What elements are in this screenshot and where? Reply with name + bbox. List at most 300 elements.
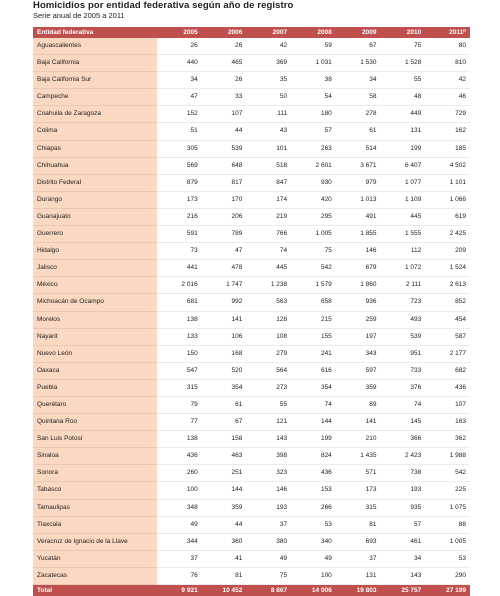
- total-label: Total: [33, 585, 157, 596]
- homicide-count-cell: 493: [381, 311, 426, 328]
- homicide-count-cell: 514: [336, 140, 381, 157]
- homicide-count-cell: 34: [336, 72, 381, 89]
- homicide-count-cell: 273: [246, 379, 291, 396]
- state-name-cell: Distrito Federal: [33, 174, 157, 191]
- homicide-count-cell: 42: [246, 38, 291, 55]
- homicide-count-cell: 59: [291, 38, 336, 55]
- homicide-count-cell: 74: [291, 396, 336, 413]
- table-title: Homicidios por entidad federativa según año de registro: [33, 0, 293, 11]
- table-row: [33, 243, 470, 260]
- homicide-count-cell: 729: [425, 106, 470, 123]
- homicide-count-cell: 81: [202, 567, 247, 584]
- homicide-count-cell: 847: [246, 174, 291, 191]
- table-row: [33, 499, 470, 516]
- homicide-count-cell: 150: [157, 345, 202, 362]
- homicide-count-cell: 1 005: [291, 226, 336, 243]
- homicide-count-cell: 766: [246, 226, 291, 243]
- homicide-count-cell: 46: [425, 89, 470, 106]
- table-row: [33, 157, 470, 174]
- homicide-count-cell: 440: [157, 55, 202, 72]
- homicide-count-cell: 173: [336, 482, 381, 499]
- homicide-count-cell: 76: [157, 567, 202, 584]
- homicide-count-cell: 1 524: [425, 260, 470, 277]
- homicide-count-cell: 323: [246, 465, 291, 482]
- homicide-count-cell: 73: [157, 243, 202, 260]
- homicide-count-cell: 107: [425, 396, 470, 413]
- homicide-count-cell: 380: [246, 533, 291, 550]
- homicide-count-cell: 1 109: [381, 191, 426, 208]
- homicide-count-cell: 879: [157, 174, 202, 191]
- homicide-count-cell: 436: [291, 465, 336, 482]
- table-row: [33, 311, 470, 328]
- column-header: 2005: [157, 27, 202, 38]
- homicide-count-cell: 449: [381, 106, 426, 123]
- state-name-cell: Querétaro: [33, 396, 157, 413]
- table-row: [33, 106, 470, 123]
- homicide-count-cell: 155: [291, 328, 336, 345]
- homicide-count-cell: 518: [246, 157, 291, 174]
- homicide-count-cell: 193: [246, 499, 291, 516]
- homicide-count-cell: 359: [336, 379, 381, 396]
- homicide-count-cell: 38: [291, 72, 336, 89]
- homicide-count-cell: 1 238: [246, 277, 291, 294]
- homicide-count-cell: 146: [336, 243, 381, 260]
- homicide-count-cell: 144: [202, 482, 247, 499]
- table-row: [33, 89, 470, 106]
- table-row: [33, 38, 470, 55]
- homicide-count-cell: 128: [246, 311, 291, 328]
- state-name-cell: México: [33, 277, 157, 294]
- column-header: 2009: [336, 27, 381, 38]
- state-name-cell: Morelos: [33, 311, 157, 328]
- homicide-count-cell: 49: [157, 516, 202, 533]
- homicide-count-cell: 61: [202, 396, 247, 413]
- homicide-count-cell: 57: [291, 123, 336, 140]
- homicide-count-cell: 1 579: [291, 277, 336, 294]
- homicide-count-cell: 180: [291, 106, 336, 123]
- header-row: [33, 27, 470, 38]
- homicide-count-cell: 1 013: [336, 191, 381, 208]
- homicide-count-cell: 682: [425, 362, 470, 379]
- homicide-count-cell: 360: [202, 533, 247, 550]
- column-header: 2007: [246, 27, 291, 38]
- table-row: [33, 260, 470, 277]
- homicide-count-cell: 1 072: [381, 260, 426, 277]
- homicide-count-cell: 61: [336, 123, 381, 140]
- homicide-count-cell: 930: [291, 174, 336, 191]
- homicide-count-cell: 79: [157, 396, 202, 413]
- homicide-count-cell: 80: [425, 38, 470, 55]
- homicide-count-cell: 259: [336, 311, 381, 328]
- column-header: Entidad federativa: [33, 27, 157, 38]
- homicide-count-cell: 266: [291, 499, 336, 516]
- homicide-count-cell: 219: [246, 208, 291, 225]
- state-name-cell: Sonora: [33, 465, 157, 482]
- homicide-count-cell: 992: [202, 294, 247, 311]
- homicide-count-cell: 133: [157, 328, 202, 345]
- homicide-count-cell: 441: [157, 260, 202, 277]
- state-name-cell: Guanajuato: [33, 208, 157, 225]
- table-row: [33, 567, 470, 584]
- table-row: [33, 55, 470, 72]
- homicide-count-cell: 121: [246, 414, 291, 431]
- homicide-count-cell: 2 177: [425, 345, 470, 362]
- column-header: 2008: [291, 27, 336, 38]
- homicide-count-cell: 168: [202, 345, 247, 362]
- homicides-table: [33, 27, 470, 596]
- state-name-cell: Michoacán de Ocampo: [33, 294, 157, 311]
- table-row: [33, 174, 470, 191]
- table-row: [33, 140, 470, 157]
- homicide-count-cell: 681: [157, 294, 202, 311]
- homicide-count-cell: 951: [381, 345, 426, 362]
- state-name-cell: Campeche: [33, 89, 157, 106]
- homicide-count-cell: 251: [202, 465, 247, 482]
- homicide-count-cell: 290: [425, 567, 470, 584]
- table-row: [33, 123, 470, 140]
- homicide-count-cell: 185: [425, 140, 470, 157]
- homicide-count-cell: 1 435: [336, 448, 381, 465]
- homicide-count-cell: 141: [202, 311, 247, 328]
- homicide-count-cell: 43: [246, 123, 291, 140]
- homicide-count-cell: 563: [246, 294, 291, 311]
- column-header: 2010: [381, 27, 426, 38]
- homicide-count-cell: 723: [381, 294, 426, 311]
- homicide-count-cell: 369: [246, 55, 291, 72]
- homicide-count-cell: 112: [381, 243, 426, 260]
- state-name-cell: Chiapas: [33, 140, 157, 157]
- homicide-count-cell: 101: [246, 140, 291, 157]
- homicide-count-cell: 75: [291, 243, 336, 260]
- column-header: 2011ᴾ: [425, 27, 470, 38]
- homicide-count-cell: 100: [291, 567, 336, 584]
- homicide-count-cell: 542: [291, 260, 336, 277]
- homicide-count-cell: 305: [157, 140, 202, 157]
- homicide-count-cell: 354: [291, 379, 336, 396]
- homicide-count-cell: 81: [336, 516, 381, 533]
- total-cell: 25 757: [381, 585, 426, 596]
- homicide-count-cell: 420: [291, 191, 336, 208]
- homicide-count-cell: 210: [336, 431, 381, 448]
- homicide-count-cell: 170: [202, 191, 247, 208]
- homicide-count-cell: 55: [381, 72, 426, 89]
- state-name-cell: Tabasco: [33, 482, 157, 499]
- homicide-count-cell: 260: [157, 465, 202, 482]
- homicide-count-cell: 47: [157, 89, 202, 106]
- homicide-count-cell: 49: [291, 550, 336, 567]
- homicide-count-cell: 1 075: [425, 499, 470, 516]
- homicide-count-cell: 979: [336, 174, 381, 191]
- homicide-count-cell: 789: [202, 226, 247, 243]
- homicide-count-cell: 2 423: [381, 448, 426, 465]
- state-name-cell: San Luis Potosí: [33, 431, 157, 448]
- table-row: [33, 516, 470, 533]
- table-row: [33, 208, 470, 225]
- state-name-cell: Quintana Roo: [33, 414, 157, 431]
- homicide-count-cell: 34: [381, 550, 426, 567]
- homicide-count-cell: 152: [157, 106, 202, 123]
- homicide-count-cell: 53: [291, 516, 336, 533]
- homicide-count-cell: 564: [246, 362, 291, 379]
- homicide-count-cell: 173: [157, 191, 202, 208]
- homicide-count-cell: 2 111: [381, 277, 426, 294]
- homicide-count-cell: 733: [381, 362, 426, 379]
- homicide-count-cell: 215: [291, 311, 336, 328]
- homicide-count-cell: 648: [202, 157, 247, 174]
- homicide-count-cell: 824: [291, 448, 336, 465]
- homicide-count-cell: 4 502: [425, 157, 470, 174]
- table-row: [33, 482, 470, 499]
- homicide-count-cell: 279: [246, 345, 291, 362]
- table-row: [33, 379, 470, 396]
- state-name-cell: Veracruz de Ignacio de la Llave: [33, 533, 157, 550]
- homicide-count-cell: 597: [336, 362, 381, 379]
- state-name-cell: Colima: [33, 123, 157, 140]
- homicide-count-cell: 658: [291, 294, 336, 311]
- homicide-count-cell: 37: [157, 550, 202, 567]
- state-name-cell: Puebla: [33, 379, 157, 396]
- homicide-count-cell: 206: [202, 208, 247, 225]
- homicide-count-cell: 74: [381, 396, 426, 413]
- state-name-cell: Aguascalientes: [33, 38, 157, 55]
- homicide-count-cell: 935: [381, 499, 426, 516]
- homicide-count-cell: 1 101: [425, 174, 470, 191]
- table-row: [33, 277, 470, 294]
- total-row: [33, 585, 470, 596]
- total-cell: 8 867: [246, 585, 291, 596]
- homicide-count-cell: 44: [202, 516, 247, 533]
- state-name-cell: Nayarit: [33, 328, 157, 345]
- homicide-count-cell: 491: [336, 208, 381, 225]
- homicide-count-cell: 48: [381, 89, 426, 106]
- homicide-count-cell: 144: [291, 414, 336, 431]
- table-row: [33, 345, 470, 362]
- homicide-count-cell: 26: [202, 38, 247, 55]
- homicide-count-cell: 591: [157, 226, 202, 243]
- homicide-count-cell: 738: [381, 465, 426, 482]
- homicide-count-cell: 42: [425, 72, 470, 89]
- homicide-count-cell: 679: [336, 260, 381, 277]
- homicide-count-cell: 445: [381, 208, 426, 225]
- homicide-count-cell: 344: [157, 533, 202, 550]
- state-name-cell: Zacatecas: [33, 567, 157, 584]
- homicide-count-cell: 2 601: [291, 157, 336, 174]
- state-name-cell: Baja California Sur: [33, 72, 157, 89]
- homicide-count-cell: 587: [425, 328, 470, 345]
- state-name-cell: Tamaulipas: [33, 499, 157, 516]
- state-name-cell: Yucatán: [33, 550, 157, 567]
- homicide-count-cell: 539: [381, 328, 426, 345]
- homicide-count-cell: 108: [246, 328, 291, 345]
- homicide-count-cell: 153: [291, 482, 336, 499]
- homicide-count-cell: 1 860: [336, 277, 381, 294]
- state-name-cell: Hidalgo: [33, 243, 157, 260]
- homicide-count-cell: 163: [425, 414, 470, 431]
- total-cell: 9 921: [157, 585, 202, 596]
- homicide-count-cell: 463: [202, 448, 247, 465]
- homicide-count-cell: 106: [202, 328, 247, 345]
- table-row: [33, 191, 470, 208]
- homicide-count-cell: 74: [246, 243, 291, 260]
- homicide-count-cell: 936: [336, 294, 381, 311]
- table-row: [33, 72, 470, 89]
- homicide-count-cell: 26: [157, 38, 202, 55]
- homicide-count-cell: 225: [425, 482, 470, 499]
- state-name-cell: Tlaxcala: [33, 516, 157, 533]
- homicide-count-cell: 89: [336, 396, 381, 413]
- homicide-count-cell: 143: [246, 431, 291, 448]
- homicide-count-cell: 398: [246, 448, 291, 465]
- homicide-count-cell: 41: [202, 550, 247, 567]
- homicide-count-cell: 376: [381, 379, 426, 396]
- table-row: [33, 328, 470, 345]
- homicide-count-cell: 366: [381, 431, 426, 448]
- homicide-count-cell: 47: [202, 243, 247, 260]
- homicide-count-cell: 3 671: [336, 157, 381, 174]
- table-row: [33, 550, 470, 567]
- homicide-count-cell: 58: [336, 89, 381, 106]
- total-cell: 14 006: [291, 585, 336, 596]
- homicide-count-cell: 465: [202, 55, 247, 72]
- homicide-count-cell: 278: [336, 106, 381, 123]
- homicide-count-cell: 2 613: [425, 277, 470, 294]
- homicide-count-cell: 209: [425, 243, 470, 260]
- homicide-count-cell: 162: [425, 123, 470, 140]
- homicide-count-cell: 88: [425, 516, 470, 533]
- table-row: [33, 294, 470, 311]
- table-subtitle: Serie anual de 2005 a 2011: [33, 11, 125, 20]
- homicide-count-cell: 37: [336, 550, 381, 567]
- homicide-count-cell: 37: [246, 516, 291, 533]
- homicide-count-cell: 26: [202, 72, 247, 89]
- table-row: [33, 226, 470, 243]
- homicide-count-cell: 75: [246, 567, 291, 584]
- homicide-count-cell: 817: [202, 174, 247, 191]
- homicide-count-cell: 348: [157, 499, 202, 516]
- homicide-count-cell: 131: [381, 123, 426, 140]
- homicide-count-cell: 295: [291, 208, 336, 225]
- homicide-count-cell: 54: [291, 89, 336, 106]
- homicide-count-cell: 34: [157, 72, 202, 89]
- table-row: [33, 533, 470, 550]
- homicide-count-cell: 454: [425, 311, 470, 328]
- homicide-count-cell: 362: [425, 431, 470, 448]
- table-row: [33, 465, 470, 482]
- homicide-count-cell: 138: [157, 311, 202, 328]
- homicide-count-cell: 111: [246, 106, 291, 123]
- homicide-count-cell: 852: [425, 294, 470, 311]
- homicide-count-cell: 354: [202, 379, 247, 396]
- homicide-count-cell: 131: [336, 567, 381, 584]
- homicide-count-cell: 57: [381, 516, 426, 533]
- homicide-count-cell: 571: [336, 465, 381, 482]
- homicide-count-cell: 199: [291, 431, 336, 448]
- column-header: 2006: [202, 27, 247, 38]
- state-name-cell: Coahuila de Zaragoza: [33, 106, 157, 123]
- homicide-count-cell: 315: [157, 379, 202, 396]
- table-row: [33, 396, 470, 413]
- homicide-count-cell: 75: [381, 38, 426, 55]
- homicide-count-cell: 2 425: [425, 226, 470, 243]
- homicide-count-cell: 478: [202, 260, 247, 277]
- homicide-count-cell: 50: [246, 89, 291, 106]
- homicide-count-cell: 158: [202, 431, 247, 448]
- homicide-count-cell: 33: [202, 89, 247, 106]
- homicide-count-cell: 67: [202, 414, 247, 431]
- homicide-count-cell: 520: [202, 362, 247, 379]
- homicide-count-cell: 569: [157, 157, 202, 174]
- total-cell: 19 803: [336, 585, 381, 596]
- homicide-count-cell: 445: [246, 260, 291, 277]
- homicide-count-cell: 547: [157, 362, 202, 379]
- homicide-count-cell: 359: [202, 499, 247, 516]
- state-name-cell: Oaxaca: [33, 362, 157, 379]
- homicide-count-cell: 810: [425, 55, 470, 72]
- homicide-count-cell: 143: [381, 567, 426, 584]
- state-name-cell: Jalisco: [33, 260, 157, 277]
- total-cell: 27 199: [425, 585, 470, 596]
- homicide-count-cell: 199: [381, 140, 426, 157]
- homicide-count-cell: 51: [157, 123, 202, 140]
- homicide-count-cell: 693: [336, 533, 381, 550]
- state-name-cell: Baja California: [33, 55, 157, 72]
- homicide-count-cell: 55: [246, 396, 291, 413]
- homicide-count-cell: 539: [202, 140, 247, 157]
- homicide-count-cell: 174: [246, 191, 291, 208]
- homicide-count-cell: 263: [291, 140, 336, 157]
- homicide-count-cell: 1 066: [425, 191, 470, 208]
- homicide-count-cell: 1 555: [381, 226, 426, 243]
- homicide-count-cell: 461: [381, 533, 426, 550]
- table-row: [33, 362, 470, 379]
- table-row: [33, 448, 470, 465]
- homicide-count-cell: 6 407: [381, 157, 426, 174]
- homicide-count-cell: 77: [157, 414, 202, 431]
- homicide-count-cell: 436: [425, 379, 470, 396]
- homicide-count-cell: 1 988: [425, 448, 470, 465]
- homicide-count-cell: 542: [425, 465, 470, 482]
- homicide-count-cell: 193: [381, 482, 426, 499]
- homicide-count-cell: 241: [291, 345, 336, 362]
- homicide-count-cell: 49: [246, 550, 291, 567]
- homicide-count-cell: 44: [202, 123, 247, 140]
- homicide-count-cell: 138: [157, 431, 202, 448]
- homicide-count-cell: 1 077: [381, 174, 426, 191]
- homicide-count-cell: 146: [246, 482, 291, 499]
- homicide-count-cell: 197: [336, 328, 381, 345]
- homicide-count-cell: 141: [336, 414, 381, 431]
- homicide-count-cell: 145: [381, 414, 426, 431]
- homicide-count-cell: 1 855: [336, 226, 381, 243]
- homicide-count-cell: 619: [425, 208, 470, 225]
- homicide-count-cell: 67: [336, 38, 381, 55]
- table-row: [33, 431, 470, 448]
- homicide-count-cell: 1 747: [202, 277, 247, 294]
- homicide-count-cell: 2 016: [157, 277, 202, 294]
- total-cell: 10 452: [202, 585, 247, 596]
- homicide-count-cell: 1 005: [425, 533, 470, 550]
- homicide-count-cell: 1 530: [336, 55, 381, 72]
- homicide-count-cell: 1 528: [381, 55, 426, 72]
- state-name-cell: Durango: [33, 191, 157, 208]
- homicide-count-cell: 436: [157, 448, 202, 465]
- homicide-count-cell: 53: [425, 550, 470, 567]
- table-row: [33, 414, 470, 431]
- homicide-count-cell: 340: [291, 533, 336, 550]
- state-name-cell: Nuevo León: [33, 345, 157, 362]
- state-name-cell: Chihuahua: [33, 157, 157, 174]
- homicide-count-cell: 343: [336, 345, 381, 362]
